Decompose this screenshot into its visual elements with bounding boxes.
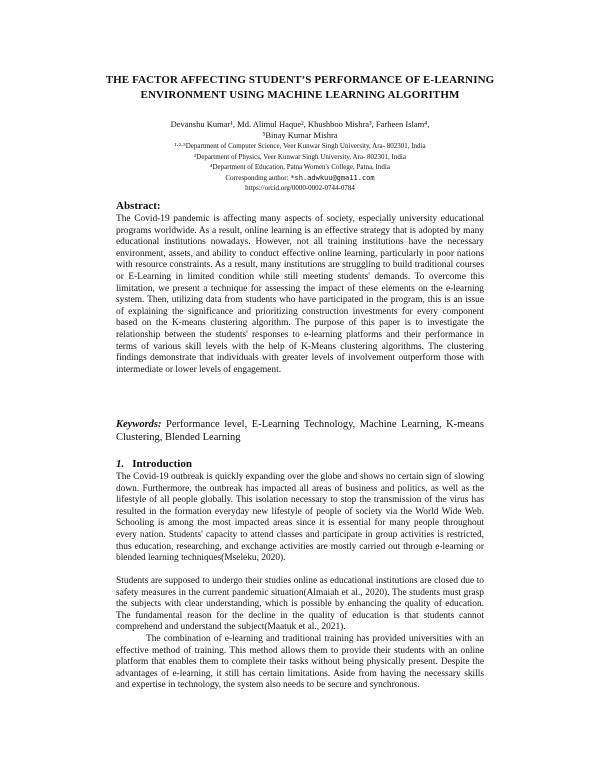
orcid-link[interactable]: https://orcid.org/0000-0002-0744-0784 bbox=[245, 184, 355, 192]
intro-paragraph-3: The combination of e-learning and traditional training has provided universities with an effective method of training. This method allows them to provide their students with an online platform that enables them to complete their tasks without being physically present. Despite the advantages of e-learning, it still has certain limitations. Aside from having the necessary skills and expertise in technology, the system also needs to be secure and synchronous. bbox=[116, 634, 484, 691]
abstract-text: The Covid-19 pandemic is affecting many aspects of society, especially university educational programs worldwide. As a result, online learning is an effective strategy that is adopted by many educational institutions nowadays. However, not all training institutions have the necessary environment, assets, and ability to conduct effective online learning, particularly in poor nations with resource constraints. As a result, many institutions are struggling to build traditional courses or E-Learning in limited condition while still meeting students' demands. To overcome this limitation, we present a technique for assessing the impact of these elements on the e-learning system. Then, utilizing data from students who have participated in the program, this is an issue of explaining the significance and prioritizing construction investments for every component based on the K-means clustering algorithm. The purpose of this paper is to investigate the relationship between the students' responses to e-learning platforms and their performance in terms of various skill levels with the help of K-Means clustering algorithms. The clustering findings demonstrate that individuals with greater levels of involvement outperform those with intermediate or lower levels of engagement. bbox=[116, 214, 484, 375]
authors-line-2: ⁵Binay Kumar Mishra bbox=[262, 130, 338, 140]
affiliation-1: ¹·²·⁵Department of Computer Science, Veer Kunwar Singh University, Ara- 802301, India bbox=[174, 142, 426, 150]
corresponding-label: Corresponding author: bbox=[225, 173, 291, 182]
keywords-label: Keywords: bbox=[116, 419, 167, 430]
authors-line-1: Devanshu Kumar¹, Md. Alimul Haque², Khushboo Mishra³, Farheen Islam⁴, bbox=[170, 119, 430, 129]
intro-paragraph-1: The Covid-19 outbreak is quickly expanding over the globe and shows no certain sign of slowing down. Furthermore, the outbreak has impacted all areas of business and politics, as well as the lifestyle of all people globally. This isolation necessary to stop the transmission of the virus has resulted in the formation everyday new lifestyle of people of society via the World Wide Web. Schooling is among the most impacted areas since it is essential for many people throughout every nation. Students' capacity to attend classes and participate in group activities is restricted, thus education, researching, and exchange activities are mostly carried out through e-learning or blended learning techniques(Mseleku, 2020). bbox=[116, 472, 484, 564]
abstract-heading: Abstract: bbox=[116, 200, 161, 212]
keywords-text: Performance level, E-Learning Technology, Machine Learning, K-means Clustering, Blended Learning bbox=[116, 419, 485, 443]
affiliation-2: ³Department of Physics, Veer Kunwar Singh University, Ara- 802301, India bbox=[194, 152, 406, 161]
paper-title bbox=[70, 73, 530, 103]
corresponding-author bbox=[100, 173, 500, 184]
section-heading-introduction bbox=[116, 458, 192, 470]
section-number: 1. bbox=[116, 458, 125, 470]
affiliation-3: ⁴Department of Education, Patna Women's College, Patna, India bbox=[210, 163, 390, 171]
intro-paragraph-2: Students are supposed to undergo their studies online as educational institutions are closed due to safety measures in the current pandemic situation(Almaiah et al., 2020). The students must grasp the subjects with clear understanding, which is possible by enhancing the quality of education. The fundamental reason for the decline in the quality of education is that students cannot comprehend and understand the subject(Maatuk et al., 2021). bbox=[116, 576, 484, 633]
author-block bbox=[100, 119, 500, 194]
keywords bbox=[116, 418, 484, 444]
section-title: Introduction bbox=[132, 458, 192, 470]
title-line-2: ENVIRONMENT USING MACHINE LEARNING ALGORITHM bbox=[140, 89, 460, 101]
corresponding-email[interactable]: *sh.adwkuu@gma11.com bbox=[290, 173, 375, 182]
title-line-1: THE FACTOR AFFECTING STUDENT’S PERFORMANCE OF E-LEARNING bbox=[105, 74, 495, 86]
